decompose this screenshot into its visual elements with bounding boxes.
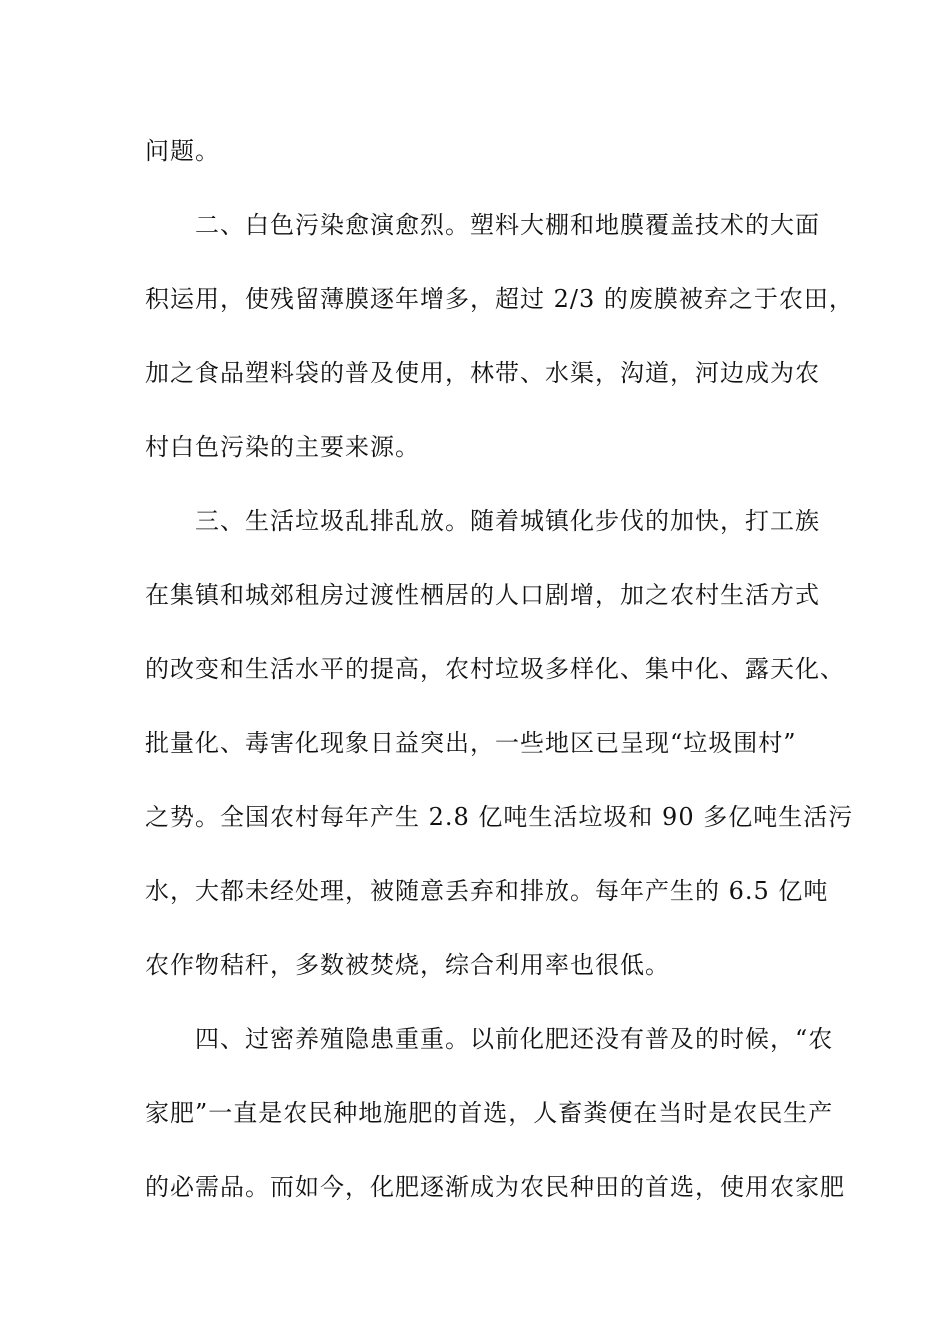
text-line: 积运用，使残留薄膜逐年增多，超过 2/3 的废膜被弃之于农田， xyxy=(145,285,854,313)
text-line: 在集镇和城郊租房过渡性栖居的人口剧增，加之农村生活方式 xyxy=(145,581,820,609)
text-line: 问题。 xyxy=(145,137,220,165)
text-line: 农作物秸秆，多数被焚烧，综合利用率也很低。 xyxy=(145,951,670,979)
text-line: 村白色污染的主要来源。 xyxy=(145,433,420,461)
text-line: 加之食品塑料袋的普及使用，林带、水渠，沟道，河边成为农 xyxy=(145,359,820,387)
text-line: 家肥”一直是农民种地施肥的首选，人畜粪便在当时是农民生产 xyxy=(145,1099,834,1127)
text-line: 的必需品。而如今，化肥逐渐成为农民种田的首选，使用农家肥 xyxy=(145,1173,845,1201)
text-line: 三、生活垃圾乱排乱放。随着城镇化步伐的加快，打工族 xyxy=(145,507,820,535)
text-line: 水，大都未经处理，被随意丢弃和排放。每年产生的 6.5 亿吨 xyxy=(145,877,829,905)
text-line: 的改变和生活水平的提高，农村垃圾多样化、集中化、露天化、 xyxy=(145,655,845,683)
text-line: 批量化、毒害化现象日益突出，一些地区已呈现“垃圾围村” xyxy=(145,729,797,757)
text-line: 之势。全国农村每年产生 2.8 亿吨生活垃圾和 90 多亿吨生活污 xyxy=(145,803,854,831)
text-line: 四、过密养殖隐患重重。以前化肥还没有普及的时候，“农 xyxy=(145,1025,834,1053)
text-line: 二、白色污染愈演愈烈。塑料大棚和地膜覆盖技术的大面 xyxy=(145,211,820,239)
